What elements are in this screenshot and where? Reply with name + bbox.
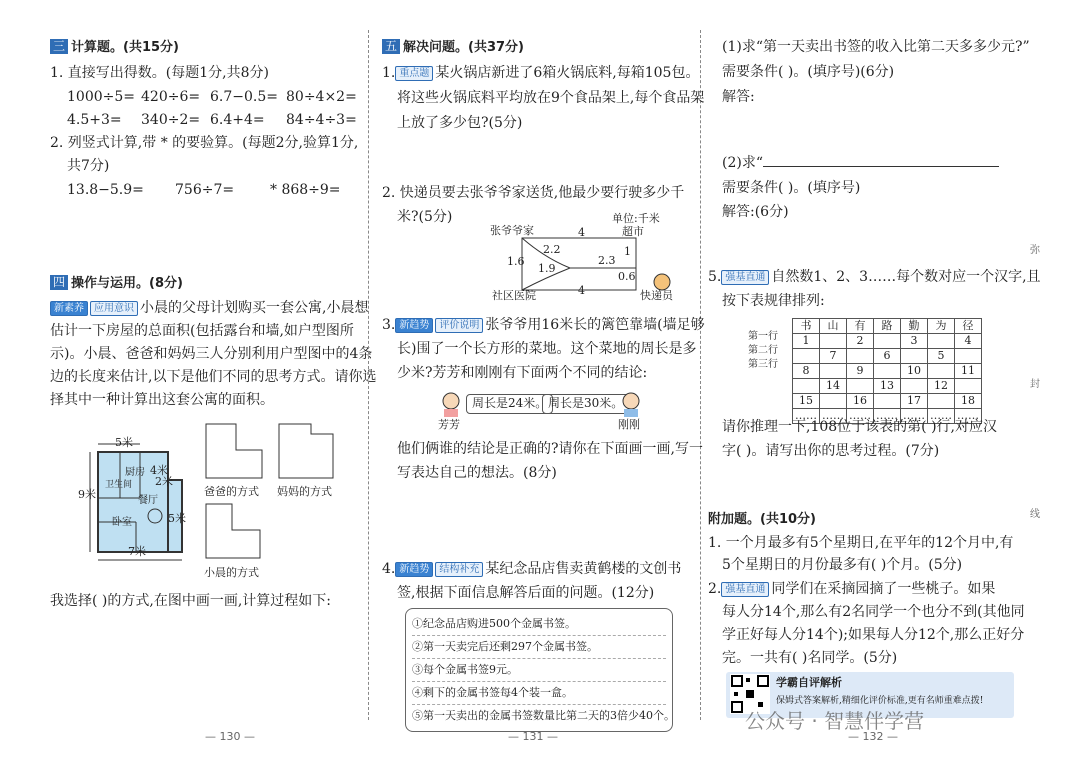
e2-line4: 完。一共有( )名同学。(5分) [722, 650, 898, 666]
m-q3-line2: 长)围了一个长方形的菜地。这个菜地的周长是多 [397, 341, 697, 357]
r-cond1: 需要条件( )。(填序号)(6分) [722, 64, 895, 80]
map-hospital: 社区医院 [492, 289, 536, 302]
m-q3-line1: 3. 新趋势 评价说明 张爷爷用16米长的篱笆靠墙(墙足够 [382, 317, 705, 333]
map-unit: 单位:千米 [612, 212, 660, 225]
m-q3-line3: 少米?芳芳和刚刚有下面两个不同的结论: [397, 365, 648, 381]
e1-line2: 5个星期日的月份最多有( )个月。(5分) [722, 557, 963, 573]
e2-line1: 2. 强基直通 同学们在采摘园摘了一些桃子。如果 [708, 581, 996, 597]
table-row: 14 13 12 [793, 379, 982, 394]
xc-shape [202, 500, 272, 562]
p4-line4: 边的长度来估计,以下是他们不同的思考方式。请你选 [50, 369, 377, 385]
e2-line2: 每人分14个,那么有2名同学一个也分不到(其他同 [722, 604, 1025, 620]
dad-way-label: 爸爸的方式 [204, 485, 259, 498]
m-q2-line1: 2. 快递员要去张爷爷家送货,他最少要行驶多少千 [382, 185, 685, 201]
page-number-132: — 132 — [848, 730, 898, 743]
info-item: ②第一天卖完后还剩297个金属书签。 [412, 636, 666, 659]
table-row: 15 16 17 18 [793, 394, 982, 409]
p4-line5: 择其中一种计算出这套公寓的面积。 [50, 392, 274, 408]
map-n4: 2.3 [598, 254, 616, 267]
row-label-2: 第二行 [748, 345, 778, 356]
e2-line3: 学正好每人分14个);如果每人分12个,那么正好分 [722, 627, 1025, 643]
map-n3: 1.9 [538, 262, 556, 275]
divider-1 [368, 30, 369, 720]
footer-title: 学霸自评解析 [776, 676, 842, 689]
room-bath: 卫生间 [105, 480, 133, 490]
r-q5-after1: 请你推理一下,108位于该表的第( )行,对应汉 [722, 419, 997, 435]
r-q4-2: (2)求“ [722, 154, 999, 172]
q2-text-line2: 共7分) [67, 158, 110, 174]
bubble-1: 周长是24米。 [466, 394, 553, 414]
extra-title: 附加题。(共10分) [708, 512, 816, 527]
table-row: 1 2 3 4 [793, 334, 982, 349]
r-ans1: 解答: [722, 89, 755, 105]
kid2-name: 刚刚 [618, 418, 640, 431]
xc-way-label: 小晨的方式 [204, 566, 259, 579]
q2-text-line1: 2. 列竖式计算,带 * 的要验算。(每题2分,验算1分, [50, 135, 359, 151]
r-q4-1: (1)求“第一天卖出书签的收入比第二天多多少元?” [722, 39, 1030, 55]
footer-text: 保姆式答案解析,精细化评价标准,更有名师重难点拨! [776, 696, 984, 706]
map-n5: 1 [624, 245, 631, 258]
section5-heading: 五 解决问题。(共37分) [382, 38, 524, 57]
bubble-2: 周长是30米。 [542, 394, 629, 414]
info-item: ③每个金属书签9元。 [412, 659, 666, 682]
map-market: 超市 [622, 225, 644, 238]
plan-top-label: 5米 [115, 436, 133, 449]
dad-shape [202, 420, 272, 482]
map-n2: 1.6 [507, 255, 525, 268]
section4-heading: 四 操作与运用。(8分) [50, 274, 183, 293]
info-item: ⑤第一天卖出的金属书签数量比第二天的3倍少40个。 [412, 709, 675, 722]
table-head-row: 书 山 有 路 勤 为 径 [793, 319, 982, 334]
p4-line2: 估计一下房屋的总面积(包括露台和墙,如户型图所 [50, 323, 354, 339]
m-q1-line2: 将这些火锅底料平均放在9个食品架上,每个食品架 [397, 90, 705, 106]
plan-right-label-1: 4米 [150, 464, 168, 477]
table-row: 8 9 10 11 [793, 364, 982, 379]
m-q2-line2: 米?(5分) [397, 209, 453, 225]
room-kitchen: 厨房 [125, 467, 145, 478]
q1-text: 1. 直接写出得数。(每题1分,共8分) [50, 65, 269, 81]
info-box [405, 608, 673, 732]
p4-line3: 示)。小晨、爸爸和妈妈三人分别利用户型图中的4条 [50, 346, 373, 362]
r-q5-line2: 按下表规律排列: [722, 293, 825, 309]
section-badge: 三 [50, 39, 68, 54]
m-q4-line2: 签,根据下面信息解答后面的问题。(12分) [397, 585, 655, 601]
plan-bottom-label: 7米 [128, 545, 146, 558]
p4-line1: 新素养 应用意识 小晨的父母计划购买一套公寓,小晨想 [50, 299, 368, 317]
row-label-3: 第三行 [748, 359, 778, 370]
page-number-130: — 130 — [205, 730, 255, 743]
section3-heading: 三 计算题。(共15分) [50, 38, 179, 57]
map-n8: 4 [578, 284, 585, 297]
e1-line1: 1. 一个月最多有5个星期日,在平年的12个月中,有 [708, 535, 1014, 551]
divider-2 [700, 30, 701, 720]
mom-shape [275, 420, 345, 482]
r-q5-after2: 字( )。请写出你的思考过程。(7分) [722, 443, 940, 459]
map-n6: 0.6 [618, 270, 636, 283]
map-n1: 2.2 [543, 243, 561, 256]
map-home: 张爷爷家 [490, 224, 534, 237]
info-item: ①纪念品店购进500个金属书签。 [412, 613, 666, 636]
side-mark-2: 封 [1030, 379, 1040, 390]
info-item: ④剩下的金属书签每4个装一盒。 [412, 682, 666, 705]
r-cond2: 需要条件( )。(填序号) [722, 180, 861, 196]
char-table [792, 318, 982, 424]
m-q3-after2: 写表达自己的想法。(8分) [397, 465, 557, 481]
r-ans2: 解答:(6分) [722, 204, 789, 220]
r-q5-line1: 5. 强基直通 自然数1、2、3……每个数对应一个汉字,且 [708, 269, 1041, 285]
kid1-name: 芳芳 [438, 418, 460, 431]
m-q4-line1: 4. 新趋势 结构补充 某纪念品店售卖黄鹤楼的文创书 [382, 561, 682, 577]
room-dining: 餐厅 [138, 495, 158, 506]
choose-line: 我选择( )的方式,在图中画一画,计算过程如下: [50, 593, 331, 609]
plan-right-label-2: 2米 [155, 475, 173, 488]
table-row: …… …… …… …… …… …… …… [793, 409, 982, 424]
mom-way-label: 妈妈的方式 [277, 485, 332, 498]
page-number-131: — 131 — [508, 730, 558, 743]
plan-right-label-3: 5米 [168, 512, 186, 525]
m-q1-line1: 1. 重点题 某火锅店新进了6箱火锅底料,每箱105包。 [382, 65, 700, 81]
map-courier: 快递员 [640, 289, 673, 302]
row-label-1: 第一行 [748, 331, 778, 342]
m-q3-after1: 他们俩谁的结论是正确的?请你在下面画一画,写一 [397, 441, 703, 457]
room-bedroom: 卧室 [112, 517, 132, 528]
watermark: 公众号 · 智慧伴学营 [745, 709, 925, 733]
map-n7: 4 [578, 226, 585, 239]
table-row: 7 6 5 [793, 349, 982, 364]
plan-left-label: 9米 [78, 488, 96, 501]
side-mark-1: 弥 [1030, 245, 1040, 256]
m-q1-line3: 上放了多少包?(5分) [397, 115, 523, 131]
side-mark-3: 线 [1030, 509, 1040, 520]
